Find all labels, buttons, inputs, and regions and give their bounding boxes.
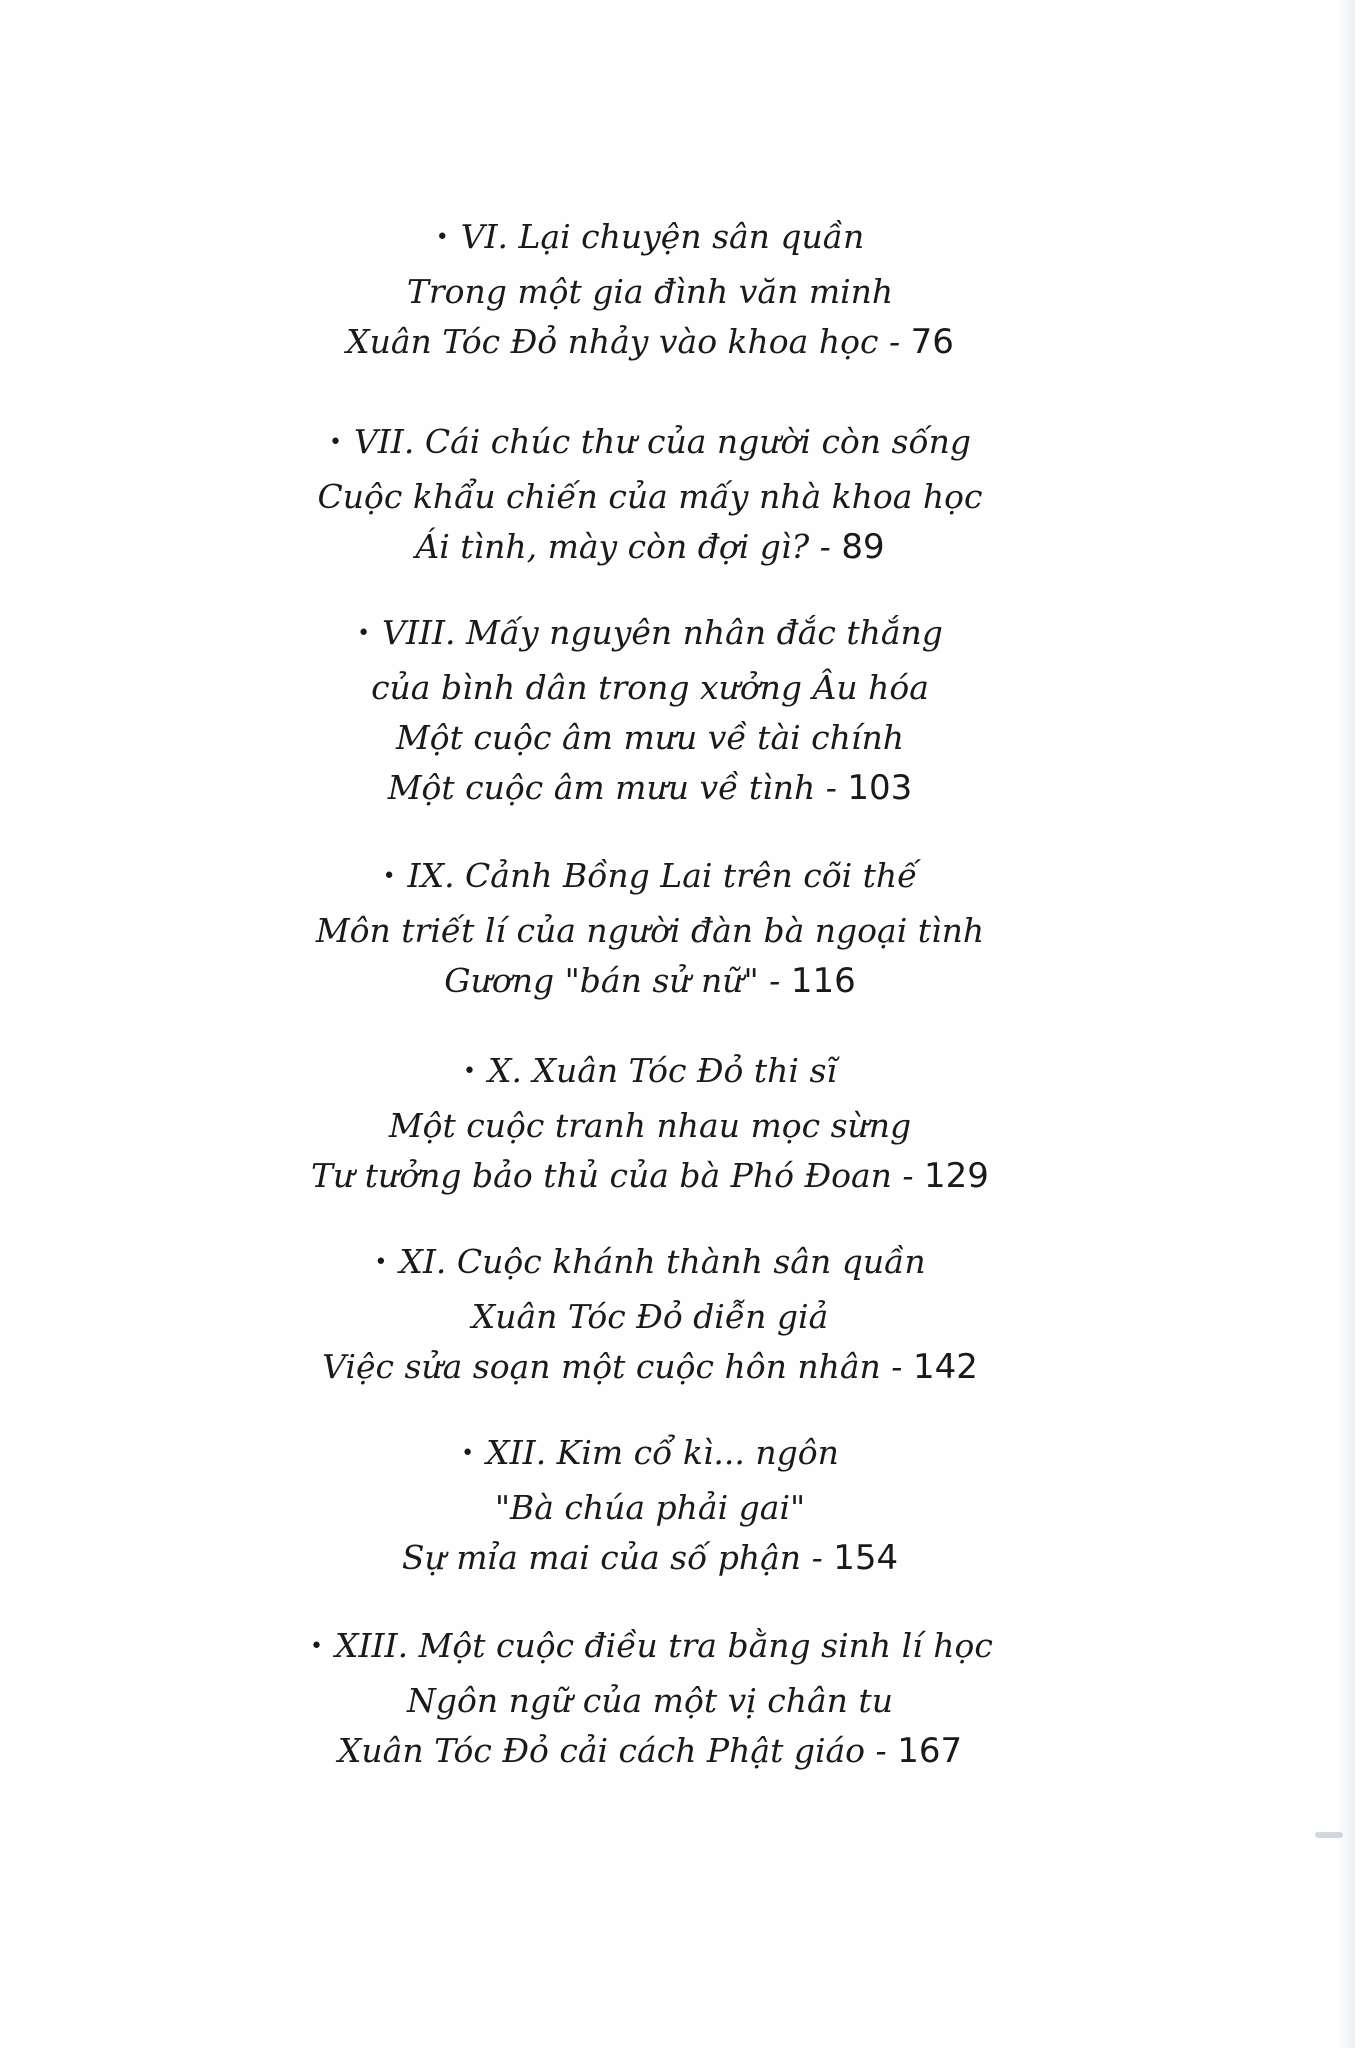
toc-entry-subtitle: Một cuộc âm mưu về tài chính bbox=[396, 718, 904, 757]
bullet-icon: • bbox=[382, 864, 396, 889]
toc-entry-title: • X. Xuân Tóc Đỏ thi sĩ bbox=[463, 1051, 837, 1090]
toc-entry-xiii bbox=[310, 1621, 993, 1776]
toc-entry-last-line: Xuân Tóc Đỏ cải cách Phật giáo - 167 bbox=[337, 1731, 963, 1771]
toc-entry-vii bbox=[310, 417, 990, 572]
page-number: 129 bbox=[924, 1156, 989, 1196]
toc-entry-subtitle: Một cuộc tranh nhau mọc sừng bbox=[388, 1106, 912, 1145]
toc-entry-last-line: Tư tưởng bảo thủ của bà Phó Đoan - 129 bbox=[311, 1156, 989, 1196]
toc-entry-title: • IX. Cảnh Bồng Lai trên cõi thế bbox=[382, 856, 918, 895]
bullet-icon: • bbox=[461, 1441, 475, 1466]
toc-entry-subtitle: Môn triết lí của người đàn bà ngoại tình bbox=[315, 911, 985, 950]
toc-entry-last-line: Một cuộc âm mưu về tình - 103 bbox=[387, 768, 913, 808]
toc-entry-subtitle: Cuộc khẩu chiến của mấy nhà khoa học bbox=[317, 477, 983, 516]
bullet-icon: • bbox=[328, 430, 342, 455]
bullet-icon: • bbox=[463, 1059, 476, 1084]
toc-entry-subtitle: Ngôn ngữ của một vị chân tu bbox=[407, 1681, 893, 1720]
bullet-icon: • bbox=[310, 1634, 323, 1659]
page-number: 167 bbox=[897, 1731, 963, 1771]
toc-entry-xi bbox=[310, 1237, 990, 1392]
toc-entry-last-line: Gương "bán sử nữ" - 116 bbox=[444, 961, 856, 1001]
toc-entry-viii bbox=[310, 608, 990, 813]
bullet-icon: • bbox=[357, 621, 371, 646]
page-number: 76 bbox=[910, 322, 954, 362]
toc-entry-last-line: Việc sửa soạn một cuộc hôn nhân - 142 bbox=[322, 1347, 978, 1387]
toc-entry-subtitle: Xuân Tóc Đỏ diễn giả bbox=[471, 1297, 829, 1336]
toc-entry-ix bbox=[310, 851, 990, 1006]
toc-entry-last-line: Ái tình, mày còn đợi gì? - 89 bbox=[415, 527, 885, 567]
page-edge-shadow bbox=[1337, 0, 1355, 2048]
toc-entry-last-line: Sự mỉa mai của số phận - 154 bbox=[401, 1538, 899, 1578]
page-number: 154 bbox=[833, 1538, 899, 1578]
toc-entry-subtitle: Trong một gia đình văn minh bbox=[406, 272, 894, 311]
toc-entry-xii bbox=[310, 1428, 990, 1583]
page-number: 103 bbox=[847, 768, 913, 808]
toc-entry-title: • VIII. Mấy nguyên nhân đắc thắng bbox=[357, 613, 943, 652]
page-number: 89 bbox=[841, 527, 885, 567]
toc-entry-title: • XI. Cuộc khánh thành sân quần bbox=[374, 1242, 926, 1281]
toc-entry-subtitle: "Bà chúa phải gai" bbox=[494, 1488, 806, 1527]
bullet-icon: • bbox=[374, 1250, 388, 1275]
toc-entry-title: • XII. Kim cổ kì... ngôn bbox=[461, 1433, 839, 1472]
table-of-contents bbox=[310, 212, 993, 1776]
toc-entry-subtitle: của bình dân trong xưởng Âu hóa bbox=[371, 668, 929, 707]
toc-entry-title: • XIII. Một cuộc điều tra bằng sinh lí học bbox=[310, 1626, 993, 1665]
toc-entry-title: • VII. Cái chúc thư của người còn sống bbox=[328, 422, 972, 461]
page-number: 116 bbox=[790, 961, 856, 1001]
toc-entry-last-line: Xuân Tóc Đỏ nhảy vào khoa học - 76 bbox=[346, 322, 954, 362]
toc-entry-x bbox=[310, 1046, 990, 1201]
toc-entry-vi bbox=[310, 212, 990, 367]
page-number: 142 bbox=[912, 1347, 978, 1387]
toc-entry-title: • VI. Lại chuyện sân quần bbox=[435, 217, 865, 256]
bullet-icon: • bbox=[435, 225, 449, 250]
scan-mark bbox=[1315, 1832, 1343, 1838]
